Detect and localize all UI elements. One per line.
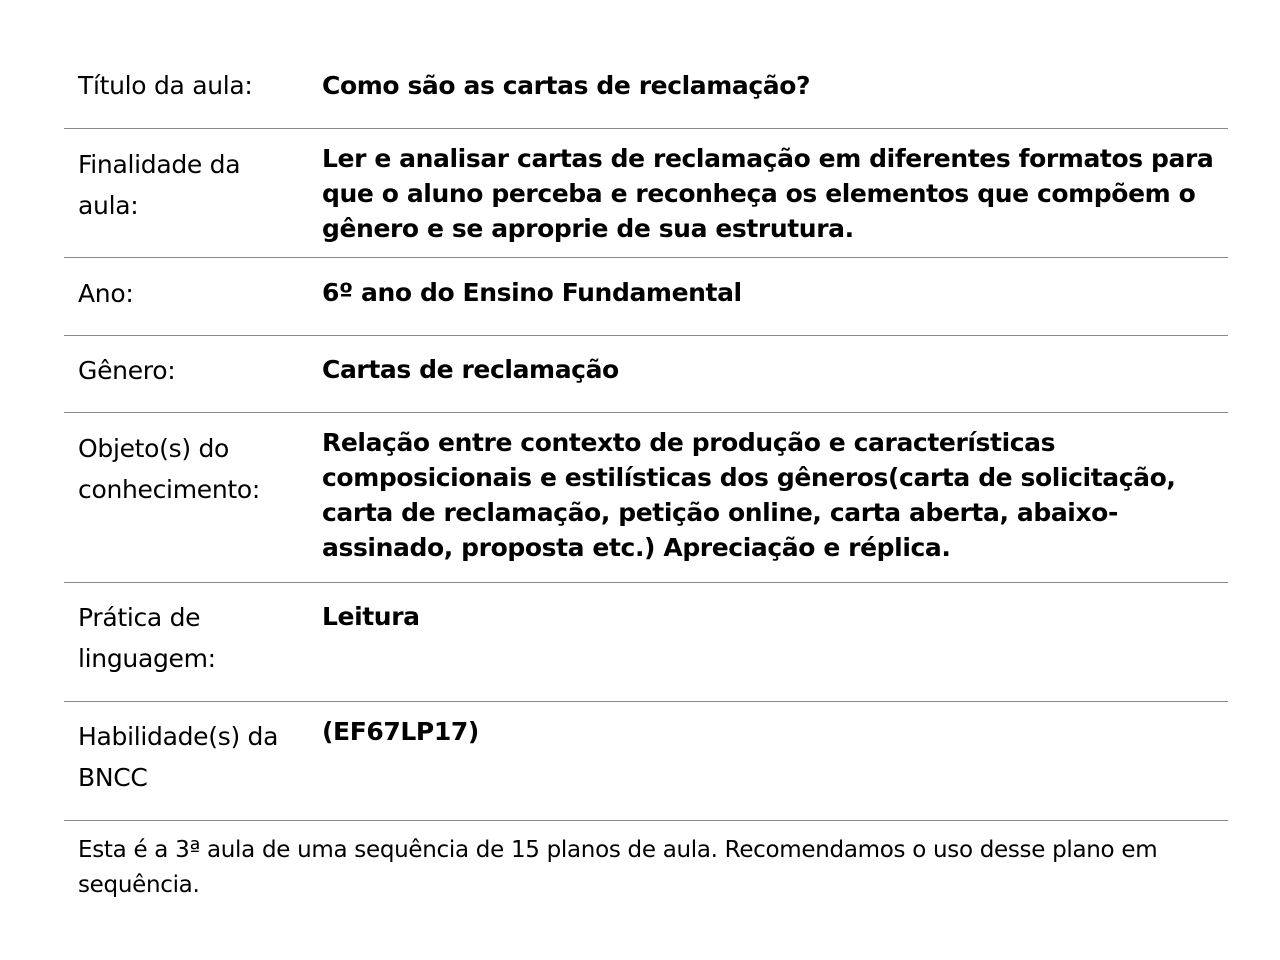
- row-objeto: [64, 413, 1228, 583]
- row-label: Habilidade(s) da BNCC: [78, 722, 279, 792]
- row-titulo: [64, 56, 1228, 129]
- row-ano: [64, 258, 1228, 336]
- row-finalidade: [64, 129, 1228, 258]
- row-label: Gênero:: [78, 356, 176, 385]
- sequence-note: Esta é a 3ª aula de uma sequência de 15 planos de aula. Recomendamos o uso desse plano em sequência.: [78, 837, 1158, 898]
- row-label: Título da aula:: [78, 71, 253, 100]
- row-value: Ler e analisar cartas de reclamação em diferentes formatos para que o aluno perceba e reconheça os elementos que compõem o gênero e se aproprie de sua estrutura.: [322, 144, 1214, 243]
- row-label: Objeto(s) do conhecimento:: [78, 434, 261, 504]
- row-value: Relação entre contexto de produção e características composicionais e estilísticas dos gêneros(carta de solicitação, carta de reclamação, petição online, carta aberta, abaixo-assinado, proposta etc.) Apreciação e réplica.: [322, 428, 1176, 562]
- lesson-plan-table: [64, 56, 1228, 903]
- row-habilidade: [64, 702, 1228, 821]
- row-genero: [64, 336, 1228, 413]
- row-label: Finalidade da aula:: [78, 150, 241, 220]
- row-value: Leitura: [322, 602, 420, 631]
- row-value: Como são as cartas de reclamação?: [322, 71, 811, 100]
- row-value: (EF67LP17): [322, 717, 479, 746]
- row-value: 6º ano do Ensino Fundamental: [322, 278, 742, 307]
- row-value: Cartas de reclamação: [322, 355, 619, 384]
- row-label: Ano:: [78, 279, 134, 308]
- row-label: Prática de linguagem:: [78, 603, 216, 673]
- row-pratica: [64, 583, 1228, 702]
